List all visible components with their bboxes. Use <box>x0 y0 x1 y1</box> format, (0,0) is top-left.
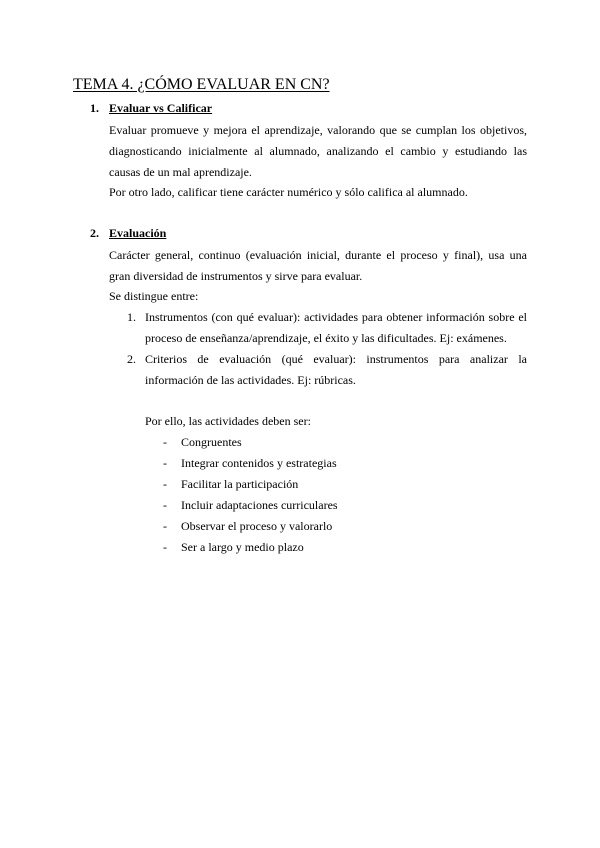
list-intro: Por ello, las actividades deben ser: <box>145 414 311 428</box>
bullet-item: Ser a largo y medio plazo <box>181 540 304 554</box>
section-title: Evaluar vs Calificar <box>109 101 213 115</box>
bullet-marker: - <box>163 477 167 491</box>
bullet-marker: - <box>163 435 167 449</box>
paragraph-line: Se distingue entre: <box>109 289 199 303</box>
bullet-marker: - <box>163 498 167 512</box>
list-item-line: Criterios de evaluación (qué evaluar): instrumentos para analizar la <box>145 352 527 366</box>
list-item-number: 1. <box>127 310 136 324</box>
section-number: 1. <box>90 101 99 115</box>
paragraph-line: gran diversidad de instrumentos y sirve para evaluar. <box>109 269 363 283</box>
bullet-marker: - <box>163 519 167 533</box>
bullet-item: Congruentes <box>181 435 242 449</box>
bullet-item: Incluir adaptaciones curriculares <box>181 498 338 512</box>
list-item-number: 2. <box>127 352 136 366</box>
bullet-marker: - <box>163 456 167 470</box>
list-item-line: Instrumentos (con qué evaluar): actividades para obtener información sobre el <box>145 310 527 324</box>
bullet-item: Facilitar la participación <box>181 477 299 491</box>
section-heading-2 <box>90 226 166 241</box>
paragraph-line: Evaluar promueve y mejora el aprendizaje, valorando que se cumplan los objetivos, <box>109 123 527 137</box>
bullet-item: Observar el proceso y valorarlo <box>181 519 333 533</box>
section-heading-1 <box>90 101 212 116</box>
paragraph-line: Por otro lado, calificar tiene carácter numérico y sólo califica al alumnado. <box>109 185 468 199</box>
bullet-marker: - <box>163 540 167 554</box>
paragraph-line: diagnosticando inicialmente al alumnado, analizando el cambio y estudiando las <box>109 144 527 158</box>
paragraph-line: Carácter general, continuo (evaluación inicial, durante el proceso y final), usa una <box>109 248 527 262</box>
bullet-item: Integrar contenidos y estrategias <box>181 456 337 470</box>
list-item-line: información de las actividades. Ej: rúbricas. <box>145 373 356 387</box>
list-item-line: proceso de enseñanza/aprendizaje, el éxito y las dificultades. Ej: exámenes. <box>145 331 507 345</box>
page-title: TEMA 4. ¿CÓMO EVALUAR EN CN? <box>73 76 330 93</box>
section-title: Evaluación <box>109 226 167 240</box>
section-number: 2. <box>90 226 99 240</box>
paragraph-line: causas de un mal aprendizaje. <box>109 165 252 179</box>
